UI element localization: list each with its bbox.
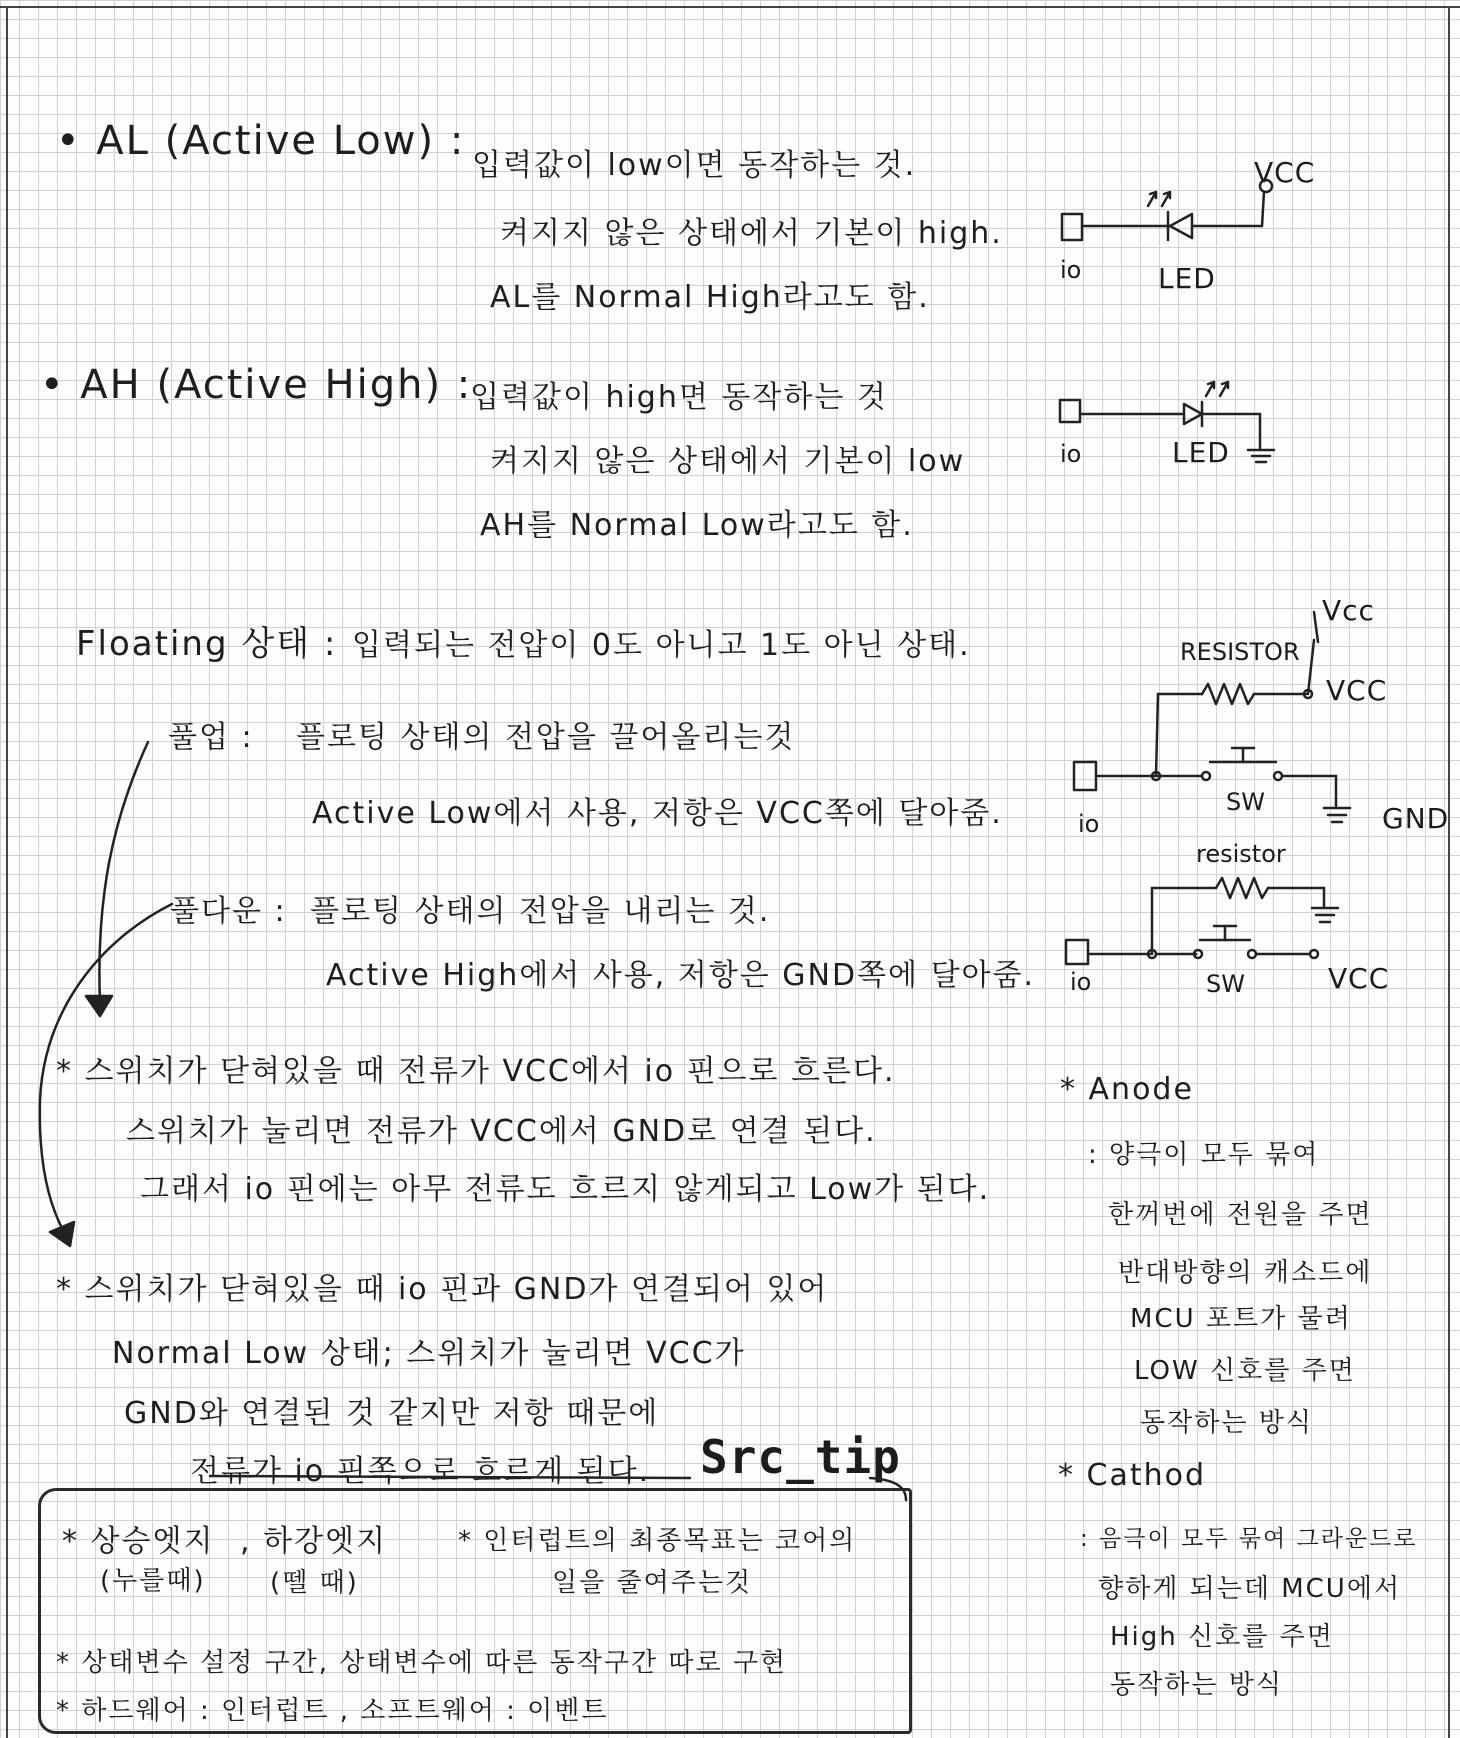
pullup-diagram-vcc-label: VCC [1326,674,1388,707]
tip-fall-note: (뗄 때) [270,1568,359,1598]
star2-line2: Normal Low 상태; 스위치가 눌리면 VCC가 [112,1336,746,1371]
pullup-title: 풀업 : [168,720,254,755]
star1-line3: 그래서 io 핀에는 아무 전류도 흐르지 않게되고 Low가 된다. [140,1172,991,1207]
al-line2: 켜지지 않은 상태에서 기본이 high. [500,216,1003,251]
al-title: • AL (Active Low) : [56,118,466,164]
star1-line2: 스위치가 눌리면 전류가 VCC에서 GND로 연결 된다. [126,1114,877,1149]
tip-state-var: * 상태변수 설정 구간, 상태변수에 따른 동작구간 따로 구현 [56,1648,788,1678]
cathode-line-2: 향하게 되는데 MCU에서 [1098,1574,1402,1604]
al-circuit [1062,180,1272,240]
tip-rise: * 상승엣지 [62,1524,215,1559]
pulldown-line1: 플로팅 상태의 전압을 내리는 것. [310,894,771,929]
pulldown-diagram-resistor-label: resistor [1196,840,1286,868]
ah-diagram-io-label: io [1060,440,1082,468]
pullup-circuit [1074,612,1350,822]
tip-interrupt-goal-1: * 인터럽트의 최종목표는 코어의 [458,1526,857,1556]
pulldown-diagram-io-label: io [1070,968,1092,996]
pullup-diagram-io-label: io [1078,810,1100,838]
al-line1: 입력값이 low이면 동작하는 것. [472,148,917,183]
cathode-line-1: : 음극이 모두 묶여 그라운드로 [1080,1526,1418,1552]
annotation-arrows [40,742,172,1246]
pulldown-circuit [1066,878,1338,964]
tip-rise-note: (누를때) [100,1566,206,1596]
star2-line4: 전류가 io 핀쪽으로 흐르게 된다. [190,1454,651,1489]
pulldown-diagram-sw-label: SW [1206,970,1245,998]
al-diagram-vcc-label: VCC [1254,156,1316,189]
cathode-line-4: 동작하는 방식 [1110,1670,1283,1700]
tip-underline [210,1476,906,1500]
star2-line3: GND와 연결된 것 같지만 저항 때문에 [124,1396,660,1431]
tip-title: Src_tip [700,1430,901,1484]
al-diagram-led-label: LED [1158,262,1216,295]
al-line3: AL를 Normal High라고도 함. [490,280,930,315]
pullup-diagram-sw-label: SW [1226,788,1265,816]
ah-title: • AH (Active High) : [40,362,473,408]
floating-title: Floating 상태 : [76,624,338,664]
pulldown-diagram-vcc-label: VCC [1328,962,1390,995]
anode-line-6: 동작하는 방식 [1140,1408,1313,1438]
tip-hw-sw: * 하드웨어 : 인터럽트 , 소프트웨어 : 이벤트 [56,1696,609,1726]
ah-line1: 입력값이 high면 동작하는 것 [470,380,888,415]
pullup-diagram-resistor-label: RESISTOR [1180,638,1300,666]
ah-circuit [1060,382,1274,462]
tip-fall: , 하강엣지 [240,1524,387,1559]
anode-line-5: LOW 신호를 주면 [1134,1356,1356,1386]
anode-line-2: 한꺼번에 전원을 주면 [1108,1200,1373,1230]
ah-diagram-led-label: LED [1172,436,1230,469]
anode-line-1: : 양극이 모두 묶여 [1088,1140,1320,1170]
tip-interrupt-goal-2: 일을 줄여주는것 [552,1568,753,1598]
pullup-line2: Active Low에서 사용, 저항은 VCC쪽에 달아줌. [312,796,1003,831]
pullup-line1: 플로팅 상태의 전압을 끌어올리는것 [296,720,796,755]
anode-title: * Anode [1060,1072,1194,1107]
cathode-line-3: High 신호를 주면 [1110,1622,1334,1652]
pullup-diagram-gnd-label: GND [1382,802,1450,835]
floating-text: 입력되는 전압이 0도 아니고 1도 아닌 상태. [352,628,971,663]
al-diagram-io-label: io [1060,256,1082,284]
pulldown-title: 풀다운 : [170,894,287,929]
anode-line-3: 반대방향의 캐소드에 [1118,1258,1373,1288]
star1-line1: * 스위치가 닫혀있을 때 전류가 VCC에서 io 핀으로 흐른다. [56,1054,896,1089]
anode-line-4: MCU 포트가 물려 [1130,1304,1352,1334]
star2-line1: * 스위치가 닫혀있을 때 io 핀과 GND가 연결되어 있어 [56,1272,829,1307]
pullup-diagram-vcc-top-label: Vcc [1322,594,1375,627]
pulldown-line2: Active High에서 사용, 저항은 GND쪽에 달아줌. [326,958,1036,993]
ah-line2: 켜지지 않은 상태에서 기본이 low [490,444,966,479]
cathode-title: * Cathod [1058,1458,1207,1493]
ah-line3: AH를 Normal Low라고도 함. [480,508,914,543]
